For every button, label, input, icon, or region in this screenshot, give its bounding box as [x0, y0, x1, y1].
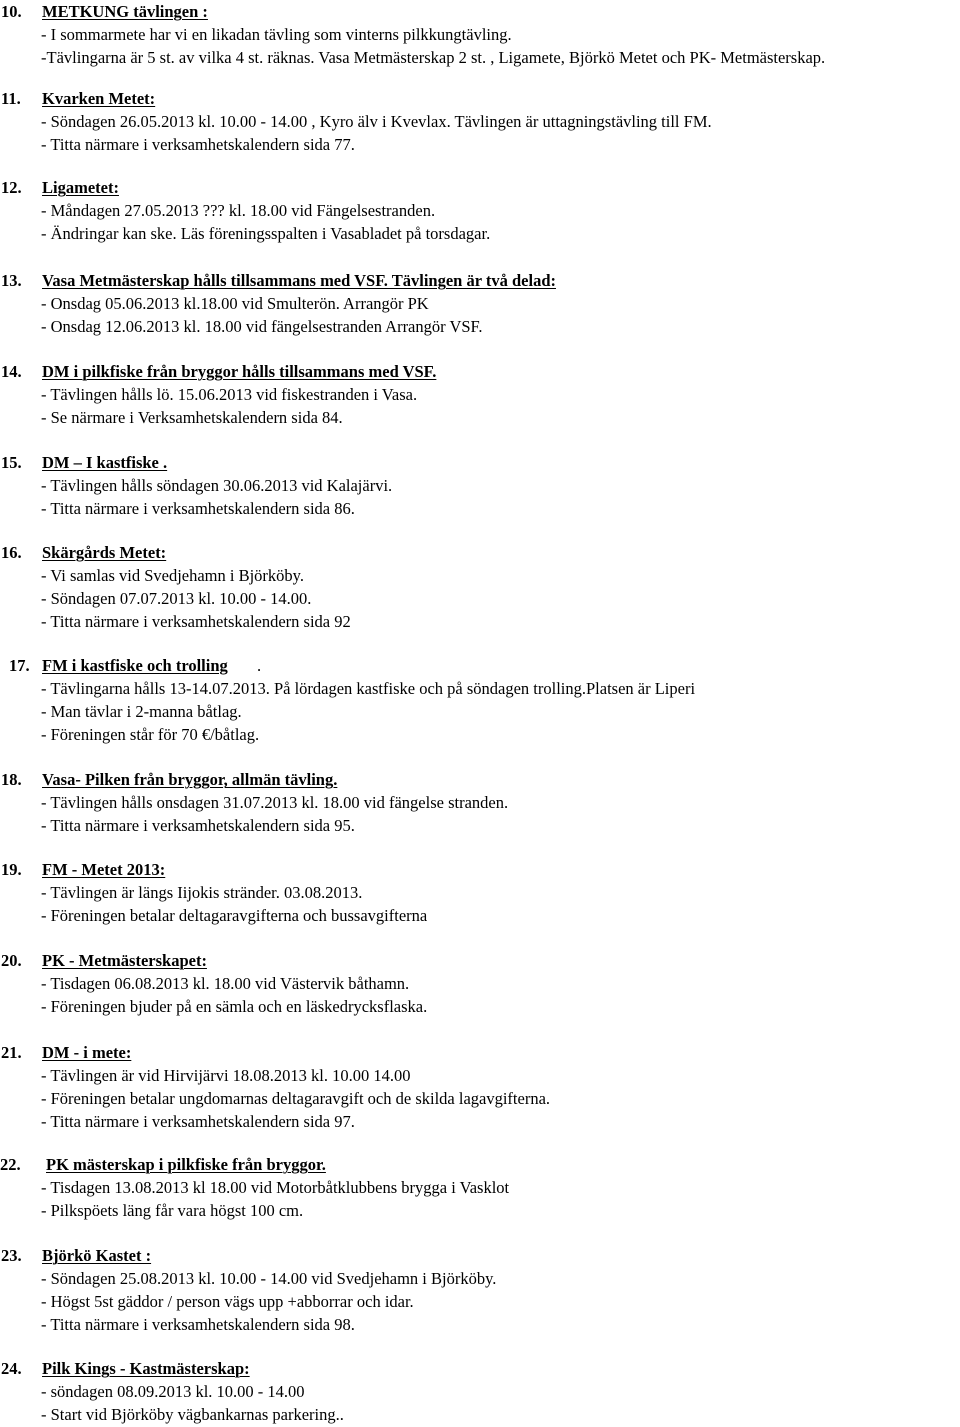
section-heading — [0, 451, 940, 474]
section-line: - Söndagen 26.05.2013 kl. 10.00 - 14.00 , Kyro älv i Kvevlax. Tävlingen är uttagningstävling till FM. — [41, 112, 712, 131]
section-number: 22. — [0, 1155, 21, 1174]
section-12 — [0, 176, 940, 245]
section-line: - Tävlingen hålls onsdagen 31.07.2013 kl. 18.00 vid fängelse stranden. — [41, 793, 509, 812]
section-title: Björkö Kastet : — [42, 1246, 152, 1265]
section-title: Ligametet: — [42, 178, 119, 197]
section-16 — [0, 541, 940, 633]
section-line: - I sommarmete har vi en likadan tävling som vinterns pilkkungtävling. — [41, 25, 512, 44]
section-14 — [0, 360, 940, 429]
section-line: - Tävlingen hålls söndagen 30.06.2013 vid Kalajärvi. — [41, 476, 393, 495]
section-line: - Föreningen betalar ungdomarnas deltagaravgift och de skilda lagavgifterna. — [41, 1089, 551, 1108]
section-title: FM i kastfiske och trolling — [42, 656, 228, 675]
section-heading — [0, 1041, 940, 1064]
section-title: Kvarken Metet: — [42, 89, 156, 108]
section-line: - Man tävlar i 2-manna båtlag. — [41, 702, 242, 721]
section-line: - Tävlingen är längs Iijokis stränder. 03.08.2013. — [41, 883, 363, 902]
section-number: 12. — [1, 178, 22, 197]
section-line: - Start vid Björköby vägbankarnas parkering.. — [41, 1405, 344, 1424]
section-line: - Titta närmare i verksamhetskalendern sida 95. — [41, 816, 355, 835]
section-line: - Ändringar kan ske. Läs föreningsspalten i Vasabladet på torsdagar. — [41, 224, 491, 243]
section-line: - Tisdagen 06.08.2013 kl. 18.00 vid Västervik båthamn. — [41, 974, 410, 993]
section-line: - Föreningen bjuder på en sämla och en läskedrycksflaska. — [41, 997, 428, 1016]
section-line: - Vi samlas vid Svedjehamn i Björköby. — [41, 566, 304, 585]
section-11 — [0, 87, 940, 156]
section-line: - Titta närmare i verksamhetskalendern sida 77. — [41, 135, 355, 154]
section-line: - Tävlingen är vid Hirvijärvi 18.08.2013 kl. 10.00 14.00 — [41, 1066, 411, 1085]
section-10 — [0, 0, 940, 69]
section-heading — [0, 858, 940, 881]
section-title: Pilk Kings - Kastmästerskap: — [42, 1359, 250, 1378]
section-line: - Pilkspöets läng får vara högst 100 cm. — [41, 1201, 304, 1220]
section-number: 16. — [1, 543, 22, 562]
section-line: - Se närmare i Verksamhetskalendern sida 84. — [41, 408, 343, 427]
section-number: 21. — [1, 1043, 22, 1062]
section-line: - Söndagen 25.08.2013 kl. 10.00 - 14.00 vid Svedjehamn i Björköby. — [41, 1269, 497, 1288]
section-heading — [0, 1357, 940, 1380]
section-title: DM i pilkfiske från bryggor hålls tillsammans med VSF. — [42, 362, 437, 381]
section-title: PK - Metmästerskapet: — [42, 951, 207, 970]
section-line: - Titta närmare i verksamhetskalendern sida 97. — [41, 1112, 355, 1131]
section-22 — [0, 1153, 940, 1222]
section-heading — [0, 360, 940, 383]
section-line: - Titta närmare i verksamhetskalendern sida 86. — [41, 499, 355, 518]
section-number: 11. — [1, 89, 21, 108]
section-title: Vasa Metmästerskap hålls tillsammans med VSF. Tävlingen är två delad: — [42, 271, 556, 290]
section-15 — [0, 451, 940, 520]
section-number: 23. — [1, 1246, 22, 1265]
section-line: - Föreningen står för 70 €/båtlag. — [41, 725, 260, 744]
section-heading — [0, 269, 940, 292]
section-number: 10. — [1, 2, 22, 21]
section-line: - Föreningen betalar deltagaravgifterna och bussavgifterna — [41, 906, 428, 925]
section-number: 18. — [1, 770, 22, 789]
section-title: FM - Metet 2013: — [42, 860, 166, 879]
section-number: 14. — [1, 362, 22, 381]
section-19 — [0, 858, 940, 927]
section-title: DM - i mete: — [42, 1043, 132, 1062]
section-title: DM – I kastfiske . — [42, 453, 168, 472]
section-line: - Onsdag 05.06.2013 kl.18.00 vid Smulterön. Arrangör PK — [41, 294, 429, 313]
section-line: - Titta närmare i verksamhetskalendern sida 92 — [41, 612, 351, 631]
section-line: - Onsdag 12.06.2013 kl. 18.00 vid fängelsestranden Arrangör VSF. — [41, 317, 483, 336]
section-heading — [0, 768, 940, 791]
section-number: 15. — [1, 453, 22, 472]
section-line: - Titta närmare i verksamhetskalendern sida 98. — [41, 1315, 355, 1334]
section-title: Vasa- Pilken från bryggor, allmän tävling. — [42, 770, 338, 789]
section-title-suffix: . — [257, 656, 262, 675]
section-number: 13. — [1, 271, 22, 290]
section-20 — [0, 949, 940, 1018]
section-line: - Tävlingen hålls lö. 15.06.2013 vid fiskestranden i Vasa. — [41, 385, 418, 404]
section-23 — [0, 1244, 940, 1336]
section-title: METKUNG tävlingen : — [42, 2, 208, 21]
section-heading — [0, 1153, 940, 1176]
section-line: - Högst 5st gäddor / person vägs upp +abborrar och idar. — [41, 1292, 414, 1311]
section-number: 20. — [1, 951, 22, 970]
section-heading — [0, 1244, 940, 1267]
section-number: 24. — [1, 1359, 22, 1378]
section-title: PK mästerskap i pilkfiske från bryggor. — [46, 1155, 326, 1174]
section-line: - söndagen 08.09.2013 kl. 10.00 - 14.00 — [41, 1382, 305, 1401]
section-18 — [0, 768, 940, 837]
section-heading — [0, 654, 940, 677]
section-13 — [0, 269, 940, 338]
section-line: - Tävlingarna hålls 13-14.07.2013. På lördagen kastfiske och på söndagen trolling.Platsen är Liperi — [41, 679, 696, 698]
section-heading — [0, 949, 940, 972]
section-heading — [0, 87, 940, 110]
section-heading — [0, 541, 940, 564]
section-line: - Tisdagen 13.08.2013 kl 18.00 vid Motorbåtklubbens brygga i Vasklot — [41, 1178, 510, 1197]
section-24 — [0, 1357, 940, 1426]
section-number: 19. — [1, 860, 22, 879]
section-line: -Tävlingarna är 5 st. av vilka 4 st. räknas. Vasa Metmästerskap 2 st. , Ligamete, Björkö Metet och PK- Metmästerskap. — [41, 48, 826, 67]
section-number: 17. — [9, 656, 30, 675]
section-line: - Söndagen 07.07.2013 kl. 10.00 - 14.00. — [41, 589, 312, 608]
section-21 — [0, 1041, 940, 1133]
section-17 — [0, 654, 940, 746]
section-heading — [0, 176, 940, 199]
section-title: Skärgårds Metet: — [42, 543, 167, 562]
section-heading — [0, 0, 940, 23]
section-line: - Måndagen 27.05.2013 ??? kl. 18.00 vid Fängelsestranden. — [41, 201, 436, 220]
